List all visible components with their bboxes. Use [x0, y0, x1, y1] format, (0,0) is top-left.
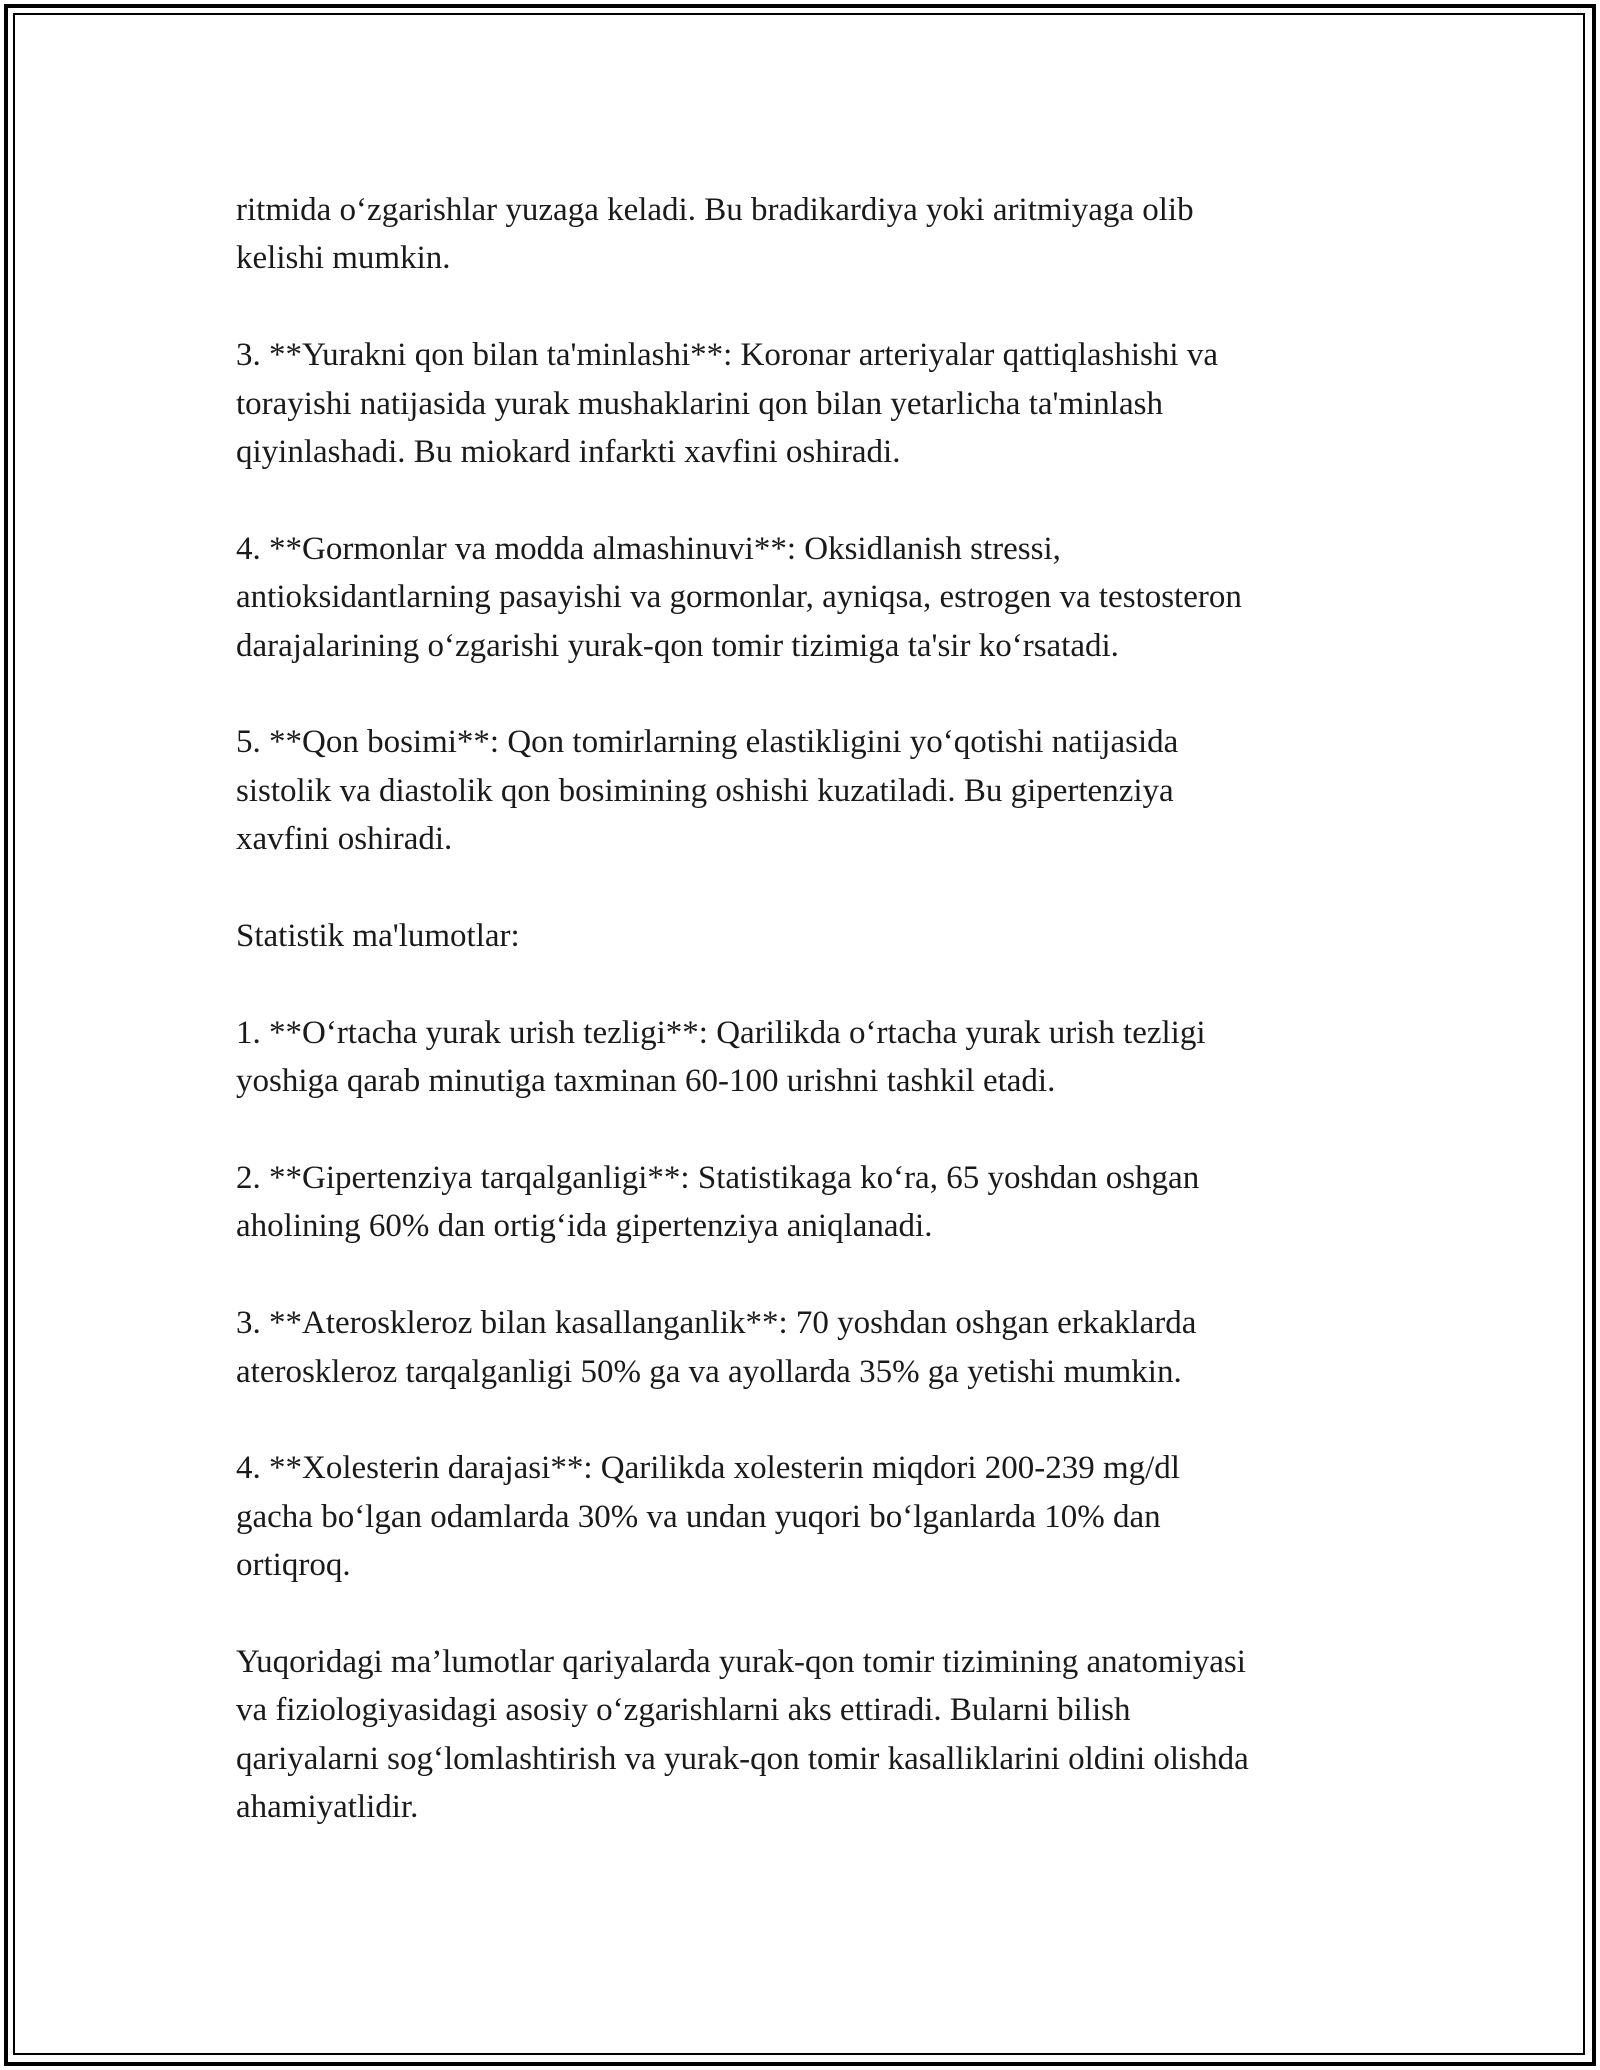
paragraph-hormones-metabolism: 4. **Gormonlar va modda almashinuvi**: Oksidlanish stressi, antioksidantlarning pasayishi va gormonlar, ayniqsa, estrogen va testosteron darajalarining o‘zgarishi yurak-qon tomir tizimiga ta'sir ko‘rsatadi.: [236, 530, 1242, 664]
paragraph-blood-supply: 3. **Yurakni qon bilan ta'minlashi**: Koronar arteriyalar qattiqlashishi va torayishi natijasida yurak mushaklarini qon bilan yetarlicha ta'minlash qiyinlashadi. Bu miokard infarkti xavfini oshiradi.: [236, 337, 1218, 471]
paragraph-blood-pressure: 5. **Qon bosimi**: Qon tomirlarning elastikligini yo‘qotishi natijasida sistolik va diastolik qon bosimining oshishi kuzatiladi. Bu gipertenziya xavfini oshiradi.: [236, 724, 1179, 858]
paragraph-hypertension-prevalence: 2. **Gipertenziya tarqalganligi**: Statistikaga ko‘ra, 65 yoshdan oshgan aholining 60% dan ortig‘ida gipertenziya aniqlanadi.: [236, 1160, 1200, 1245]
paragraph-heart-rhythm-continued: ritmida o‘zgarishlar yuzaga keladi. Bu bradikardiya yoki aritmiyaga olib kelishi mumkin.: [236, 192, 1194, 277]
paragraph-atherosclerosis: 3. **Ateroskleroz bilan kasallanganlik**: 70 yoshdan oshgan erkaklarda ateroskleroz tarqalganligi 50% ga va ayollarda 35% ga yetishi mumkin.: [236, 1305, 1197, 1390]
document-body: [236, 186, 1386, 1832]
paragraph-cholesterol: 4. **Xolesterin darajasi**: Qarilikda xolesterin miqdori 200-239 mg/dl gacha bo‘lgan odamlarda 30% va undan yuqori bo‘lganlarda 10% dan ortiqroq.: [236, 1450, 1180, 1584]
paragraph-average-heart-rate: 1. **O‘rtacha yurak urish tezligi**: Qarilikda o‘rtacha yurak urish tezligi yoshiga qarab minutiga taxminan 60-100 urishni tashkil etadi.: [236, 1014, 1206, 1100]
paragraph-conclusion: Yuqoridagi ma’lumotlar qariyalarda yurak-qon tomir tizimining anatomiyasi va fiziologiyasidagi asosiy o‘zgarishlarni aks ettiradi. Bularni bilish qariyalarni sog‘lomlashtirish va yurak-qon tomir kasalliklarini oldini olishda ahamiyatlidir.: [236, 1644, 1249, 1826]
section-heading-statistics: Statistik ma'lumotlar:: [236, 918, 520, 955]
